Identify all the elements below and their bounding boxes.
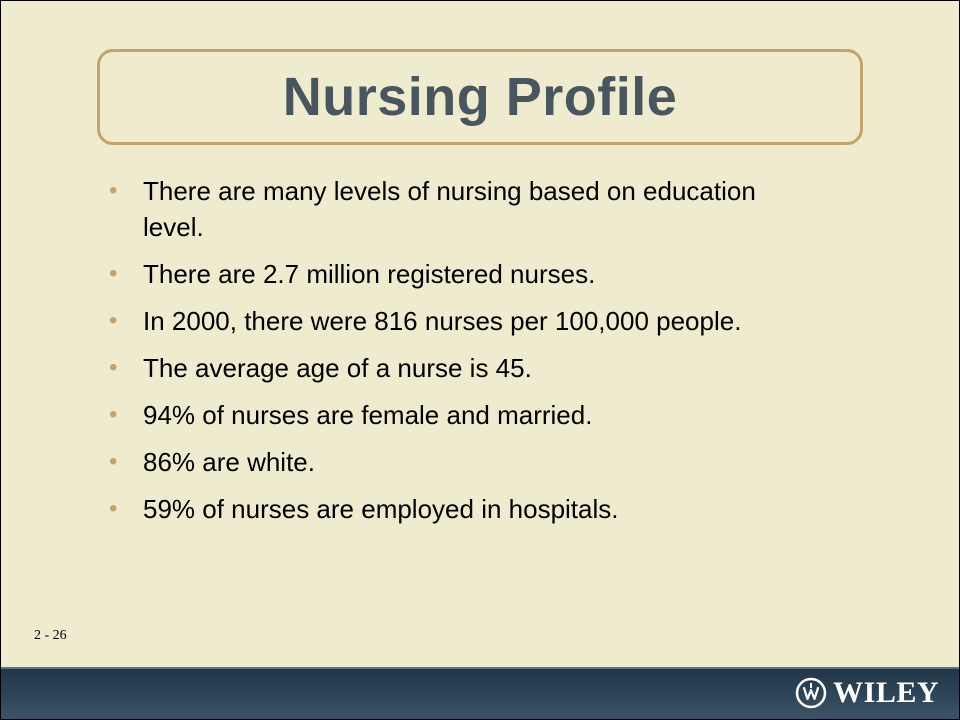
bullet-icon: • <box>109 177 118 204</box>
logo-text: WILEY <box>833 676 939 709</box>
bullet-text: There are 2.7 million registered nurses. <box>143 259 596 289</box>
bullet-item <box>109 350 809 386</box>
bullet-icon: • <box>109 448 118 475</box>
bullet-text: In 2000, there were 816 nurses per 100,000 people. <box>143 306 742 336</box>
bullet-text: 94% of nurses are female and married. <box>143 400 593 430</box>
bullet-text: 59% of nurses are employed in hospitals. <box>143 494 619 524</box>
bullet-item <box>109 444 809 480</box>
bullet-text: The average age of a nurse is 45. <box>143 353 532 383</box>
wiley-logo <box>795 675 939 711</box>
slide-title: Nursing Profile <box>282 67 678 127</box>
bullet-item <box>109 491 809 527</box>
footer-bar <box>1 667 959 719</box>
bullet-item <box>109 173 809 245</box>
slide <box>1 1 959 719</box>
wiley-emblem-icon <box>795 677 827 709</box>
bullet-text: There are many levels of nursing based on education level. <box>143 176 756 242</box>
bullet-list <box>109 173 809 538</box>
page-number: 2 - 26 <box>34 628 67 643</box>
bullet-item <box>109 303 809 339</box>
bullet-icon: • <box>109 354 118 381</box>
bullet-icon: • <box>109 307 118 334</box>
title-box <box>97 49 863 145</box>
bullet-item <box>109 256 809 292</box>
bullet-text: 86% are white. <box>143 447 315 477</box>
bullet-item <box>109 397 809 433</box>
bullet-icon: • <box>109 495 118 522</box>
bullet-icon: • <box>109 401 118 428</box>
bullet-icon: • <box>109 260 118 287</box>
